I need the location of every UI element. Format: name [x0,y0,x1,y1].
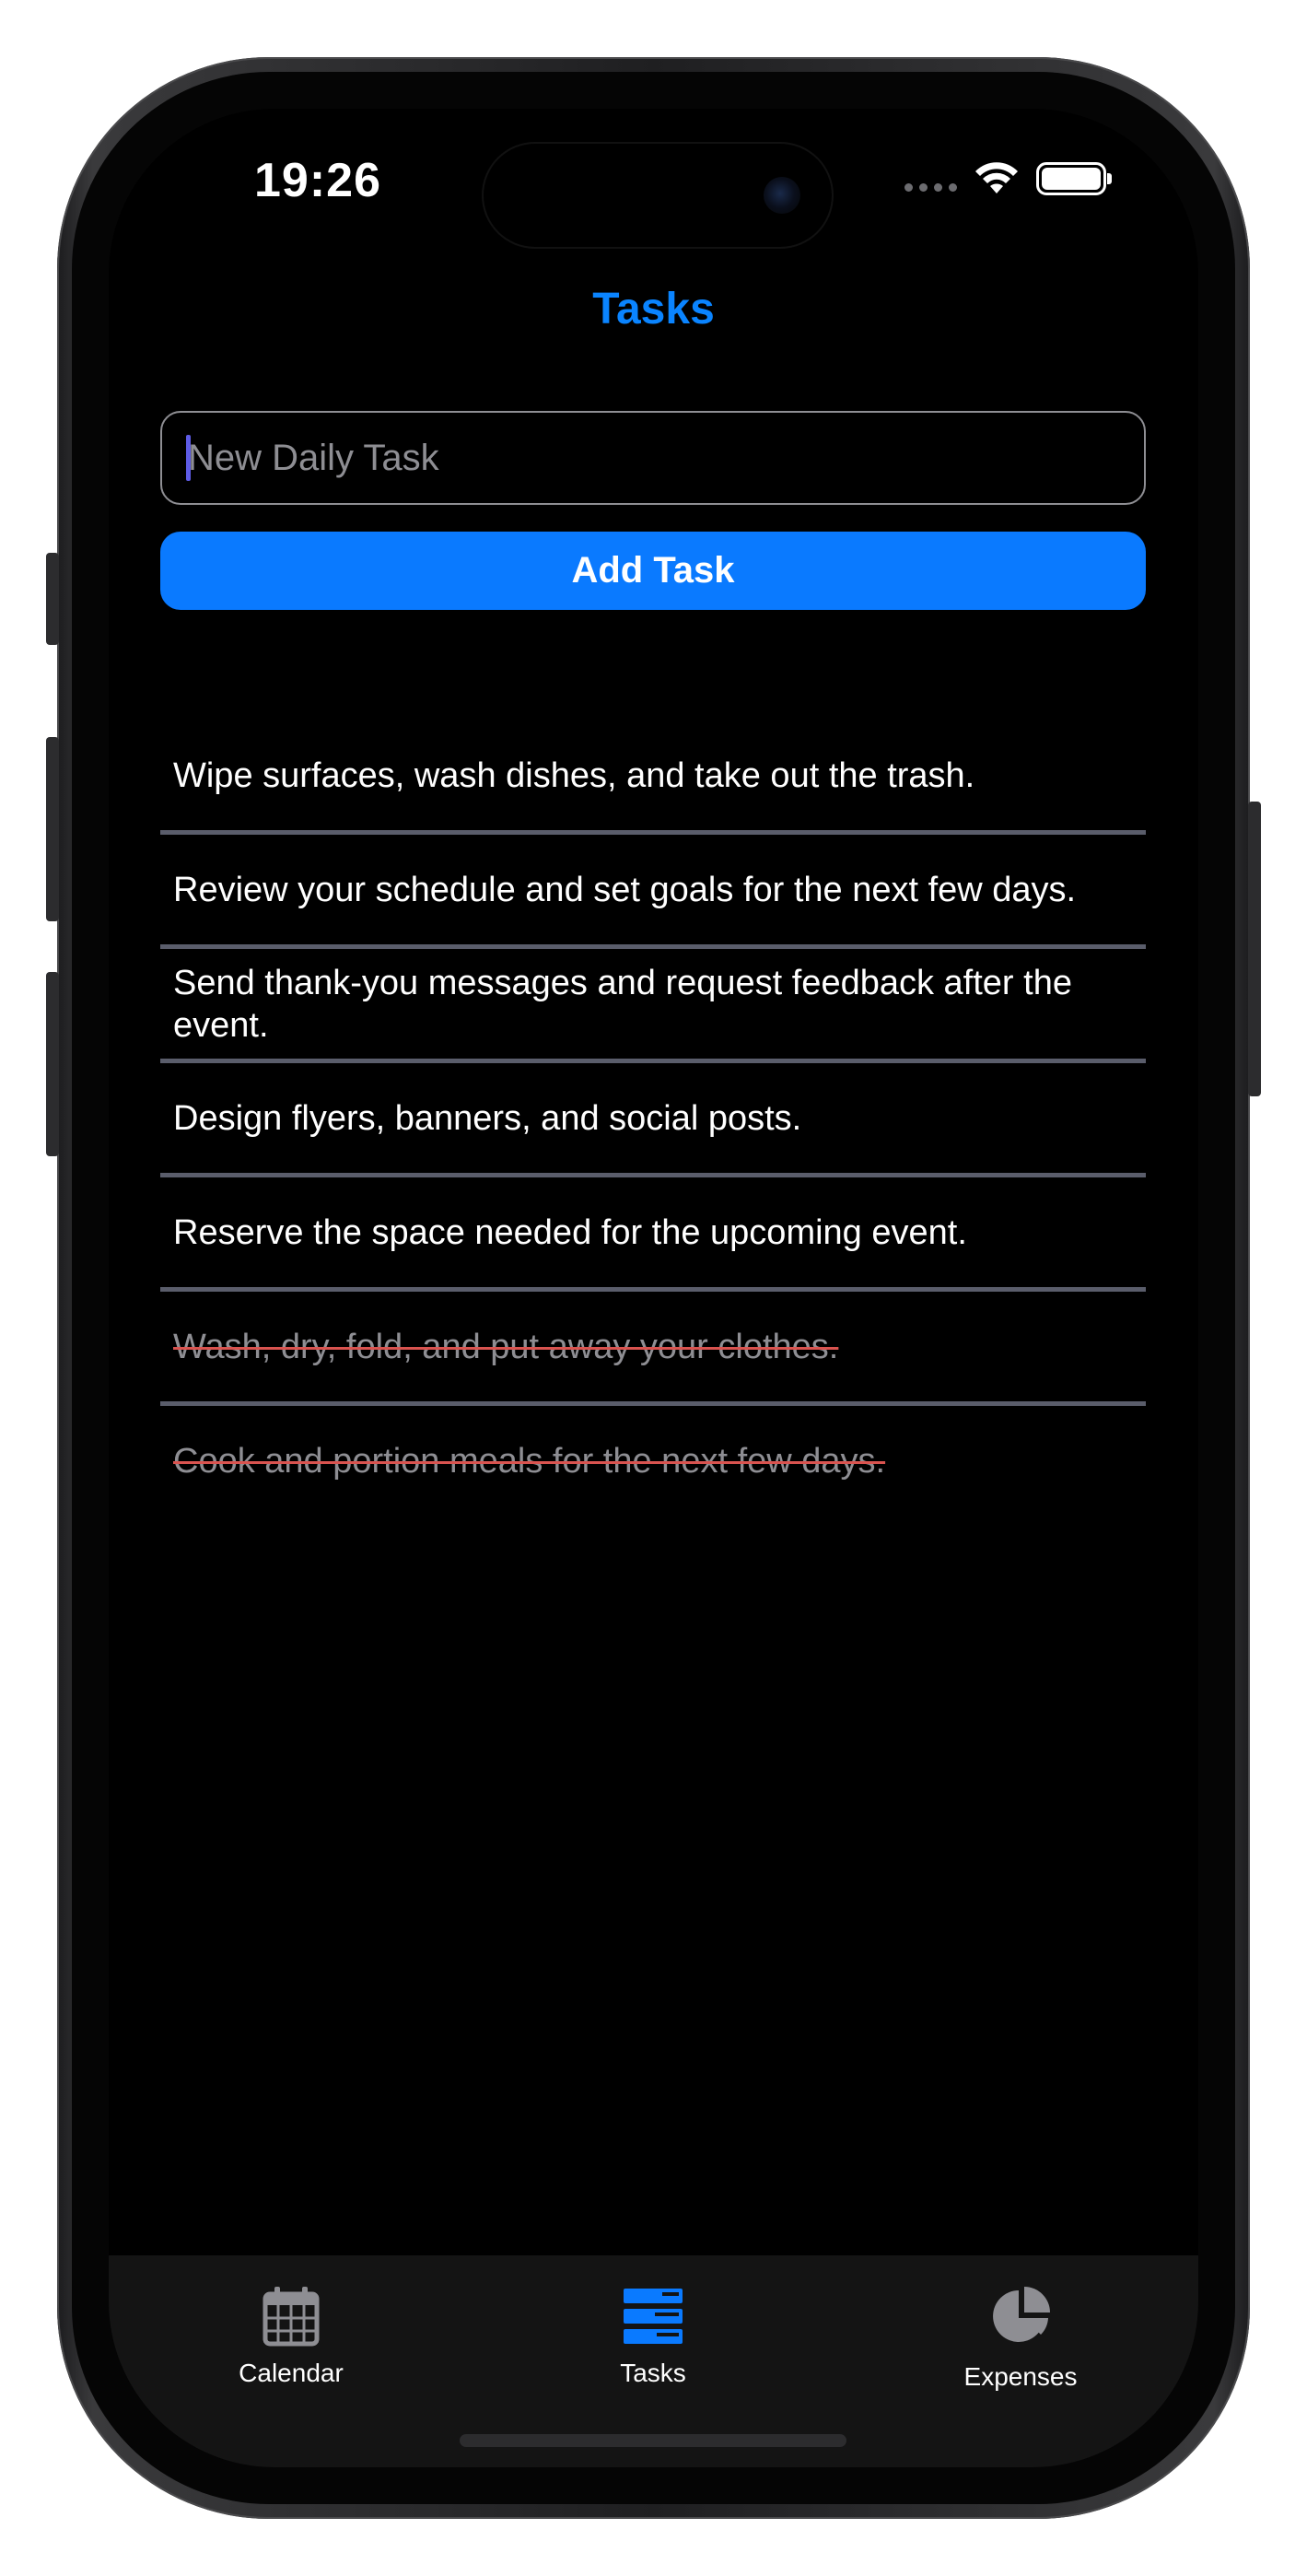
cellular-signal-icon [904,167,957,192]
screen [109,109,1198,2467]
battery-icon [1036,162,1106,195]
pie-chart-icon [987,2283,1054,2349]
dynamic-island [484,144,832,247]
task-row[interactable] [160,949,1146,1063]
add-task-button[interactable]: Add Task [160,532,1146,610]
task-row[interactable] [160,1063,1146,1177]
task-row[interactable] [160,1177,1146,1292]
tab-label: Expenses [963,2362,1078,2391]
tab-label: Calendar [239,2359,344,2387]
camera-icon [764,177,800,214]
power-button [1248,802,1261,1096]
task-text: Cook and portion meals for the next few days. [173,1441,886,1481]
action-button [46,553,59,645]
tasks-icon [620,2283,686,2349]
status-time: 19:26 [254,154,381,207]
status-indicators [904,160,1106,197]
task-text: Design flyers, banners, and social posts. [173,1098,802,1138]
tab-calendar[interactable] [181,2283,402,2388]
tab-bar [109,2255,1198,2467]
tab-label: Tasks [620,2359,686,2387]
task-text: Reserve the space needed for the upcoming event. [173,1212,967,1252]
wifi-icon [974,160,1020,197]
task-row[interactable] [160,835,1146,949]
home-indicator[interactable] [460,2434,846,2447]
page-title: Tasks [592,285,715,334]
new-task-input[interactable] [160,411,1146,505]
volume-down-button [46,972,59,1156]
task-text: Review your schedule and set goals for the next few days. [173,870,1077,909]
calendar-icon [258,2283,324,2349]
task-text: Wash, dry, fold, and put away your clothes. [173,1327,839,1366]
task-list [160,720,1146,1516]
completed-task-row[interactable] [160,1406,1146,1516]
task-text: Wipe surfaces, wash dishes, and take out the trash. [173,755,975,795]
task-text: Send thank-you messages and request feedback after the event. [173,963,1072,1045]
task-row[interactable] [160,720,1146,835]
text-cursor [186,435,191,481]
completed-task-row[interactable] [160,1292,1146,1406]
volume-up-button [46,737,59,921]
tab-tasks[interactable] [543,2283,764,2388]
tab-expenses[interactable] [910,2283,1131,2392]
